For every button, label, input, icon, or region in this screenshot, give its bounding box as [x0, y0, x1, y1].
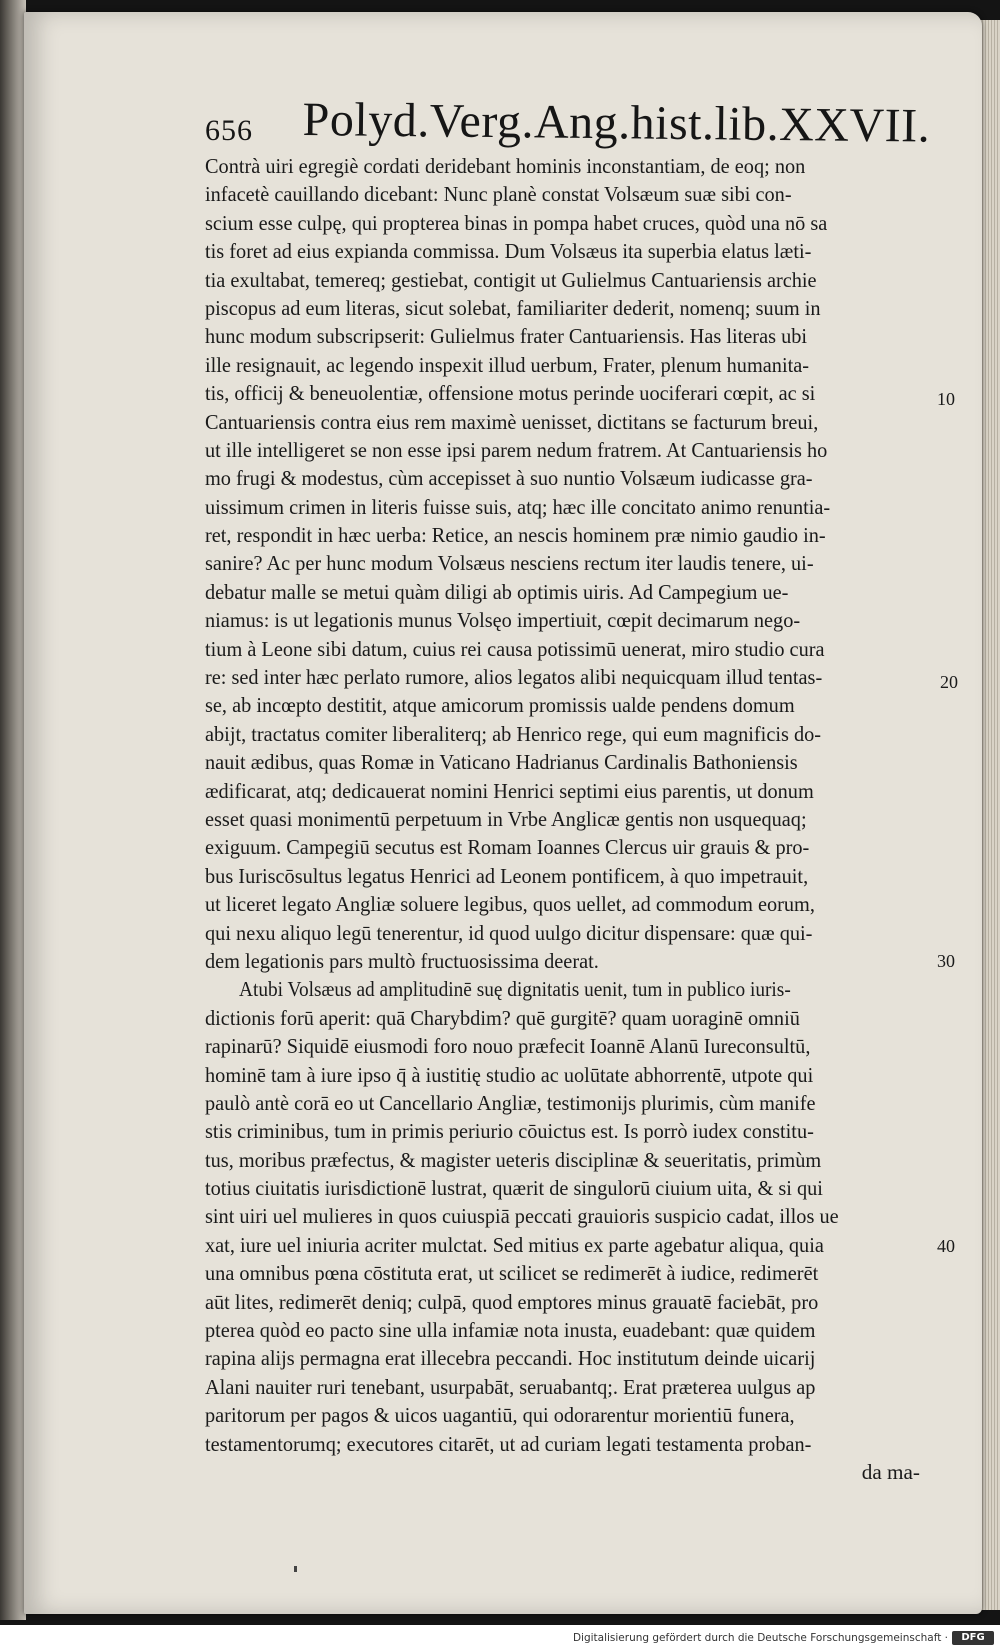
- text-line: esset quasi monimentū perpetuum in Vrbe Anglicæ gentis non usquequaq;: [205, 806, 807, 831]
- text-line: uissimum crimen in literis fuisse suis, atq; hæc ille concitato animo renuntia-: [205, 494, 831, 519]
- body-text: [205, 152, 935, 1486]
- text-line: dictionis forū aperit: quā Charybdim? quē gurgitē? quam uoraginē omniū: [205, 1005, 800, 1030]
- text-line: rapinarū? Siquidē eiusmodi foro nouo præfecit Ioannē Alanū Iureconsultū,: [205, 1034, 811, 1059]
- text-line: abijt, tractatus comiter liberaliterq; ab Henrico rege, qui eum magnificis do-: [205, 721, 822, 746]
- text-line: nauit ædibus, quas Romæ in Vaticano Hadrianus Cardinalis Bathoniensis: [205, 750, 798, 775]
- header-title: Polyd.Verg.Ang.hist.lib.XXVII.: [302, 92, 931, 153]
- page-stack-edge: [980, 20, 1000, 1610]
- text-line: debatur malle se metui quàm diligi ab optimis uiris. Ad Campegium ue-: [205, 579, 789, 604]
- text-line: infacetè cauillando dicebant: Nunc planè constat Volsæum suæ sibi con-: [205, 182, 792, 207]
- text-line: ret, respondit in hæc uerba: Retice, an nescis hominem præ nimio gaudio in-: [205, 523, 826, 548]
- text-line: qui nexu aliquo legū tenerentur, id quod uulgo dicitur dispensare: quæ qui-: [205, 920, 813, 945]
- text-line: niamus: is ut legationis munus Volsęo impertiuit, cœpit decimarum nego-: [205, 608, 801, 633]
- margin-line-number: 10: [937, 389, 955, 409]
- text-line: pterea quòd eo pacto sine ulla infamiæ nota inusta, euadebant: quæ quidem: [205, 1318, 816, 1343]
- running-head: [205, 92, 931, 153]
- text-line: una omnibus pœna cōstituta erat, ut scilicet se redimerēt à iudice, redimerēt: [205, 1261, 819, 1286]
- text-line: sanire? Ac per hunc modum Volsæus nesciens rectum iter laudis tenere, ui-: [205, 551, 814, 576]
- text-line: ut ille intelligeret se non esse ipsi parem nedum fratrem. At Cantuariensis ho: [205, 437, 828, 462]
- text-line: rapina alijs permagna erat illecebra peccandi. Hoc institutum deinde uicarij: [205, 1346, 816, 1371]
- text-line: ille resignauit, ac legendo inspexit illud uerbum, Frater, plenum humanita-: [205, 352, 810, 377]
- text-line: mo frugi & modestus, cùm accepisset à suo nuntio Volsæum iudicasse gra-: [205, 466, 813, 491]
- margin-line-number: 20: [940, 672, 958, 692]
- margin-line-number: 40: [937, 1236, 955, 1256]
- text-line: tis foret ad eius expianda commissa. Dum Volsæus ita superbia elatus læti-: [205, 239, 812, 264]
- page-mark: [294, 1566, 297, 1572]
- text-line: testamentorumq; executores citarēt, ut ad curiam legati testamenta proban-: [205, 1431, 812, 1456]
- text-line: hominē tam à iure ipso q̄ à iustitię studio ac uolūtate abhorrentē, utpote qui: [205, 1062, 814, 1087]
- text-line: Atubi Volsæus ad amplitudinē suę dignitatis uenit, tum in publico iuris-: [239, 977, 791, 1002]
- text-line: piscopus ad eum literas, sicut solebat, familiariter dederit, nomenq; suum in: [205, 295, 821, 320]
- text-line: xat, iure uel iniuria acriter mulctat. Sed mitius ex parte agebatur aliqua, quia: [205, 1232, 824, 1257]
- text-line: dem legationis pars multò fructuosissima deerat.: [205, 948, 599, 973]
- book-spine-edge: [0, 0, 26, 1620]
- text-line: se, ab incœpto destitit, atque amicorum promissis ualde pendens domum: [205, 693, 795, 718]
- text-line: paritorum per pagos & uicos uagantiū, qui odorarentur morientiū funera,: [205, 1403, 795, 1428]
- margin-line-number: 30: [937, 951, 955, 971]
- text-line: hunc modum subscripserit: Gulielmus frater Cantuariensis. Has literas ubi: [205, 324, 808, 349]
- text-line: tis, officij & beneuolentiæ, offensione motus perinde uociferari cœpit, ac si: [205, 381, 816, 406]
- text-line: ædificarat, atq; dedicauerat nomini Henrici septimi eius parentis, ut donum: [205, 778, 814, 803]
- text-line: aūt lites, redimerēt deniq; culpā, quod emptores minus grauatē faciebāt, pro: [205, 1289, 819, 1314]
- text-line: tium à Leone sibi datum, cuius rei causa potissimū uenerat, miro studio cura: [205, 636, 825, 661]
- text-line: ut liceret legato Angliæ soluere legibus, quos uellet, ad commodum eorum,: [205, 892, 815, 917]
- text-line: totius ciuitatis iurisdictionē lustrat, quærit de singulorū ciuium uita, & si qui: [205, 1176, 823, 1201]
- footer-bar: [0, 1625, 1000, 1651]
- text-line: da ma-: [861, 1459, 920, 1484]
- text-line: tia exultabat, temereq; gestiebat, contigit ut Gulielmus Cantuariensis archie: [205, 267, 817, 292]
- text-line: stis criminibus, tum in primis periurio cōuictus est. Is porrò iudex constitu-: [205, 1119, 814, 1144]
- text-line: bus Iuriscōsultus legatus Henrici ad Leonem pontificem, à quo impetrauit,: [205, 863, 809, 888]
- text-line: tus, moribus præfectus, & magister ueteris disciplinæ & seueritatis, primùm: [205, 1147, 822, 1172]
- page-number: 656: [205, 114, 253, 147]
- text-line: Alani nauiter ruri tenebant, usurpabāt, seruabantq;. Erat præterea uulgus ap: [205, 1374, 816, 1399]
- text-line: exiguum. Campegiū secutus est Romam Ioannes Clercus uir grauis & pro-: [205, 835, 810, 860]
- footer-credit: Digitalisierung gefördert durch die Deutsche Forschungsgemeinschaft ·: [572, 1632, 948, 1644]
- text-line: re: sed inter hæc perlato rumore, alios legatos alibi nequicquam illud tentas-: [205, 665, 823, 690]
- text-line: Contrà uiri egregiè cordati deridebant hominis inconstantiam, de eoq; non: [205, 154, 806, 178]
- text-line: scium esse culpę, qui propterea binas in pompa habet cruces, quòd una nō sa: [205, 210, 828, 235]
- text-line: Cantuariensis contra eius rem maximè uenisset, dictitans se facturum breui,: [205, 409, 819, 434]
- dfg-logo: DFG: [952, 1631, 994, 1645]
- text-line: sint uiri uel mulieres in quos cuiuspiā peccati grauioris suspicio cadat, illos ue: [205, 1204, 839, 1229]
- text-line: paulò antè corā eo ut Cancellario Angliæ, testimonijs plurimis, cùm manife: [205, 1090, 816, 1115]
